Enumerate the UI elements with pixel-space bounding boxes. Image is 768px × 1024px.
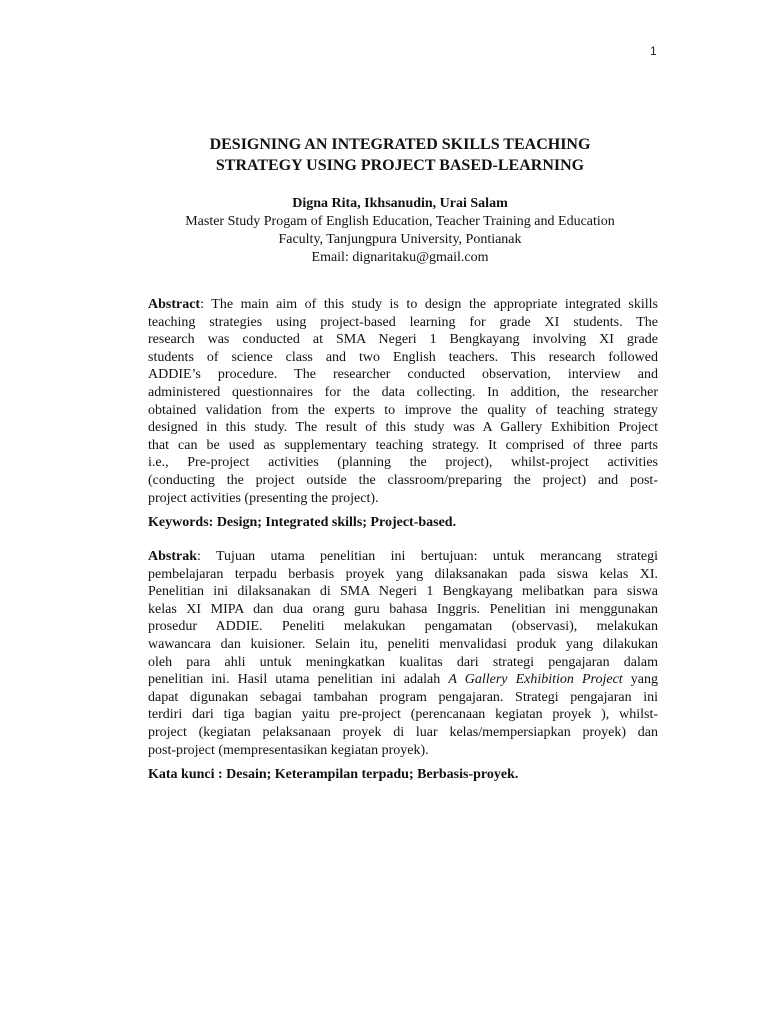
abstract-line: teaching strategies using project-based learning for grade XI students. The: [148, 314, 658, 330]
abstrak-line: terdiri dari tiga bagian yaitu pre-project (perencanaan kegiatan proyek ), whilst-: [148, 707, 658, 723]
abstrak-line: oleh para ahli untuk meningkatkan kualitas dari strategi pengajaran dalam: [148, 654, 658, 670]
abstrak-line: dapat digunakan sebagai tambahan program pengajaran. Strategi pengajaran ini: [148, 689, 658, 705]
abstrak-line: Penelitian ini dilaksanakan di SMA Negeri 1 Bengkayang melibatkan para siswa: [148, 584, 658, 600]
abstrak-line: penelitian ini. Hasil utama penelitian ini adalah A Gallery Exhibition Project yang: [148, 672, 659, 688]
abstract-line: obtained validation from the experts to improve the quality of teaching strategy: [148, 402, 658, 418]
paper-title: [100, 134, 700, 176]
kata-kunci: Kata kunci : Desain; Keterampilan terpadu; Berbasis-proyek.: [148, 767, 519, 782]
title-line-2: STRATEGY USING PROJECT BASED-LEARNING: [215, 157, 585, 174]
affiliation-line-1: Master Study Progam of English Education, Teacher Training and Education: [185, 214, 615, 229]
abstrak-line: post-project (mempresentasikan kegiatan proyek).: [148, 742, 429, 758]
abstract-line: students of science class and two English teachers. This research followed: [148, 349, 658, 365]
abstrak-line: prosedur ADDIE. Peneliti melakukan pengamatan (observasi), melakukan: [148, 619, 658, 635]
abstrak-label: Abstrak: [148, 549, 198, 564]
abstrak-line: kelas XI MIPA dan dua orang guru bahasa Inggris. Penelitian ini menggunakan: [148, 601, 658, 617]
abstract-line: Abstract: The main aim of this study is to design the appropriate integrated skills: [148, 297, 658, 312]
abstract-line: project activities (presenting the project).: [148, 490, 379, 506]
abstrak-line: project (kegiatan pelaksanaan proyek di luar kelas/mempersiapkan proyek) dan: [148, 724, 658, 740]
title-line-1: DESIGNING AN INTEGRATED SKILLS TEACHING: [209, 136, 591, 153]
abstrak-paragraph: [148, 548, 658, 759]
abstract-line: ADDIE’s procedure. The researcher conducted observation, interview and: [148, 367, 658, 383]
abstract-line: designed in this study. The result of this study was A Gallery Exhibition Project: [148, 420, 658, 436]
authors: Digna Rita, Ikhsanudin, Urai Salam: [292, 196, 508, 211]
abstract-paragraph: [148, 296, 658, 507]
abstrak-line: pembelajaran terpadu berbasis proyek yang dilaksanakan pada siswa kelas XI.: [148, 566, 658, 582]
abstrak-line: wawancara dan kuisioner. Selain itu, peneliti menvalidasi produk yang dilakukan: [148, 636, 658, 652]
abstract-line: i.e., Pre-project activities (planning the project), whilst-project activities: [148, 455, 658, 471]
abstract-line: research was conducted at SMA Negeri 1 Bengkayang involving XI grade: [148, 332, 658, 348]
keywords: Keywords: Design; Integrated skills; Project-based.: [148, 515, 457, 530]
affiliation-line-2: Faculty, Tanjungpura University, Pontianak: [278, 232, 522, 247]
abstract-line: that can be used as supplementary teaching strategy. It comprised of three parts: [148, 437, 658, 453]
abstract-line: administered questionnaires for the data collecting. In addition, the researcher: [148, 384, 658, 400]
abstract-line: (conducting the project outside the classroom/preparing the project) and post-: [148, 472, 658, 488]
author-email: Email: dignaritaku@gmail.com: [311, 250, 489, 265]
abstrak-line: Abstrak: Tujuan utama penelitian ini bertujuan: untuk merancang strategi: [148, 549, 658, 564]
page-number: 1: [650, 44, 657, 58]
abstract-label: Abstract: [148, 297, 201, 312]
gallery-project-italic: A Gallery Exhibition Project: [448, 672, 623, 688]
